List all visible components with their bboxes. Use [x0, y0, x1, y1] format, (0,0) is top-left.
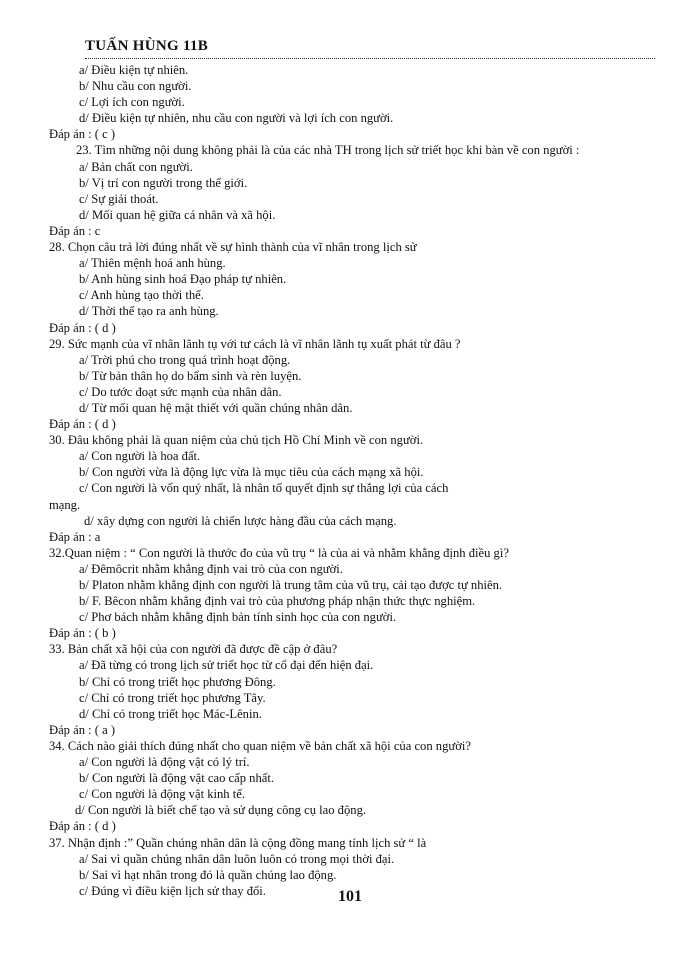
answer-line: Đáp án : ( c ) [49, 127, 116, 142]
option-line: b/ Anh hùng sinh hoá Đạo pháp tự nhiên. [79, 272, 287, 287]
option-line: b/ Chỉ có trong triết học phương Đông. [79, 674, 276, 689]
option-line: d/ Mối quan hệ giữa cá nhân và xã hội. [79, 207, 276, 222]
option-line: c/ Con người là động vật kinh tế. [79, 787, 245, 802]
option-line: c/ Lợi ích con người. [79, 95, 185, 110]
answer-line: Đáp án : c [49, 223, 101, 238]
option-line: b/ Con người vừa là động lực vừa là mục tiêu của cách mạng xã hội. [79, 465, 424, 480]
question-line: 34. Cách nào giải thích đúng nhất cho quan niệm về bản chất xã hội của con người? [49, 738, 471, 753]
question-line: 33. Bản chất xã hội của con người đã được đề cập ở đâu? [49, 642, 338, 657]
option-line: d/ Thời thế tạo ra anh hùng. [79, 304, 219, 319]
answer-line: Đáp án : ( d ) [49, 417, 116, 432]
option-line: d/ Điều kiện tự nhiên, nhu cầu con người và lợi ích con người. [79, 111, 394, 126]
answer-line: Đáp án : ( b ) [49, 626, 116, 641]
option-line: a/ Con người là động vật có lý trí. [79, 755, 250, 770]
question-line: 29. Sức mạnh của vĩ nhân lãnh tụ với tư cách là vĩ nhân lãnh tụ xuất phát từ đâu ? [49, 336, 461, 351]
page-number: 101 [338, 888, 362, 905]
option-line: d/ Từ mối quan hệ mật thiết với quần chúng nhân dân. [79, 400, 353, 415]
document-body [49, 62, 669, 899]
option-line: d/ xây dựng con người là chiến lược hàng đầu của cách mạng. [84, 513, 397, 528]
option-line: a/ Điều kiện tự nhiên. [79, 63, 189, 77]
option-line: c/ Phơ bách nhằm khẳng định bản tính sinh học của con người. [79, 610, 397, 625]
option-line: a/ Đêmôcrit nhằm khẳng định vai trò của con người. [79, 561, 343, 576]
option-continuation-line: mạng. [49, 497, 81, 512]
question-line: 37. Nhận định :” Quần chúng nhân dân là cộng đồng mang tính lịch sử “ là [49, 835, 427, 850]
option-line: a/ Trời phú cho trong quá trình hoạt động. [79, 352, 291, 367]
question-line: 32.Quan niệm : “ Con người là thước đo của vũ trụ “ là của ai và nhằm khẳng định điều gì? [49, 545, 509, 560]
option-line: a/ Sai vì quần chúng nhân dân luôn luôn có trong mọi thời đại. [79, 851, 395, 866]
option-line: b/ Platon nhằm khẳng định con người là trung tâm của vũ trụ, cải tạo được tự nhiên. [79, 578, 503, 592]
option-line: b/ F. Bêcon nhằm khẳng định vai trò của phương pháp nhận thức thực nghiệm. [79, 594, 476, 609]
option-line: a/ Đã từng có trong lịch sử triết học từ cổ đại đến hiện đại. [79, 658, 374, 673]
option-line: a/ Bản chất con người. [79, 159, 193, 174]
option-line: a/ Thiên mệnh hoá anh hùng. [79, 256, 226, 271]
option-line: c/ Con người là vốn quý nhất, là nhân tố quyết định sự thắng lợi của cách [79, 481, 449, 496]
page-header-title: TUẤN HÙNG 11B [85, 38, 209, 54]
question-line: 23. Tìm những nội dung không phải là của các nhà TH trong lịch sử triết học khi bàn về con người : [76, 143, 580, 158]
option-line: d/ Con người là biết chế tạo và sử dụng công cụ lao động. [75, 803, 367, 818]
option-line: b/ Từ bản thân họ do bẩm sinh và rèn luyện. [79, 368, 302, 383]
option-line: d/ Chỉ có trong triết học Mác-Lênin. [79, 706, 262, 721]
question-line: 28. Chọn câu trả lời đúng nhất về sự hình thành của vĩ nhân trong lịch sử [49, 240, 417, 255]
answer-line: Đáp án : a [49, 529, 101, 544]
option-line: c/ Sự giải thoát. [79, 191, 159, 206]
option-line: c/ Đúng vì điều kiện lịch sử thay đổi. [79, 883, 266, 898]
answer-line: Đáp án : ( d ) [49, 320, 116, 335]
option-line: c/ Anh hùng tạo thời thế. [79, 288, 204, 303]
option-line: b/ Sai vì hạt nhân trong đó là quần chúng lao động. [79, 867, 337, 882]
option-line: c/ Chỉ có trong triết học phương Tây. [79, 690, 266, 705]
option-line: b/ Con người là động vật cao cấp nhất. [79, 771, 275, 786]
header-divider [85, 58, 655, 59]
answer-line: Đáp án : ( d ) [49, 819, 116, 834]
question-line: 30. Đâu không phải là quan niệm của chủ tịch Hồ Chí Minh về con người. [49, 433, 424, 448]
option-line: b/ Nhu cầu con người. [79, 79, 192, 94]
option-line: b/ Vị trí con người trong thế giới. [79, 175, 248, 190]
answer-line: Đáp án : ( a ) [49, 722, 116, 737]
option-line: a/ Con người là hoa đất. [79, 449, 201, 464]
option-line: c/ Do tước đoạt sức mạnh của nhân dân. [79, 384, 282, 399]
